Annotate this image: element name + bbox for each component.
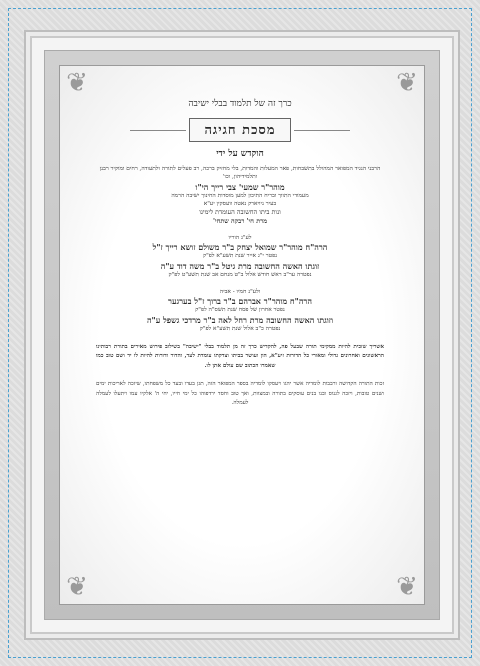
corner-ornament-icon: ❦: [396, 68, 418, 98]
dedicated-by: הוקדש על ידי: [216, 149, 264, 160]
memorial2-label: ולע"נ חמיו - אביה: [219, 288, 261, 295]
corner-ornament-icon: ❦: [396, 572, 418, 602]
donor-wife: מרת חי' רבקה שתחי': [212, 216, 268, 225]
donor-line-4: ונות ביתו החשובה העומדת לימינו: [199, 208, 281, 217]
header-line: כרך זה של תלמוד בבלי ישיבה: [188, 99, 292, 109]
dedication-text: [96, 98, 384, 409]
memorial2-mother-date: נפטרה כ"ב אלול שנת תשע"א לפ"ק: [199, 325, 281, 332]
memorial2-father-date: נפטר אחרון של פסח שנת תשס"ה לפ"ק: [195, 307, 285, 314]
memorial1-father: הרה"ח מוהר"ר שמואל יצחק ב"ר משולם זושא רייך ז"ל: [152, 242, 328, 253]
tractate-title: מסכת חגיגה: [189, 118, 290, 142]
blessing-paragraph-1: אשריך שזכית להיות ממקימי תורה שבעל פה, להקדיש כרך זה מן תלמוד בבלי "ישיבה" בשילוב פירוש מאירים בתורת רבותינו הראשונים ואחרונים גדולי ומאורי כל הדורות זיע"א, הון ועושר בביתו וצדקתו עומדת לעד, והדור ודורות להיות לו יד ושם טוב כמו שאמרו הכתוב שם עולם אתן לו.: [96, 343, 384, 369]
memorial1-label: לע"נ הוריו: [228, 234, 252, 241]
memorial2-mother: וזוגתו האשה החשובה מרת רחל לאה ב"ר מרדכי גשפל ע"ה: [146, 315, 334, 326]
memorial1-mother: זוגתו האשה החשובה מרת גיטל ב"ר משה דוד ע"ה: [160, 261, 320, 272]
donor-name: מוהר"ר שמעי' צבי רייך הי"ו: [195, 181, 285, 192]
memorial1-mother-date: נפטרה ער"ב ראש חודש אלול ב"ט מנחם אב שנת תשע"ט לפ"ק: [168, 271, 312, 278]
corner-ornament-icon: ❦: [66, 572, 88, 602]
memorial1-father-date: נפטר י"ג אייר שנת תשע"א לפ"ק: [202, 253, 278, 260]
corner-ornament-icon: ❦: [66, 68, 88, 98]
donor-line-3: בעיר ניויארק נאטה וועסקין יע"א: [203, 200, 277, 207]
donor-line-2: מעמודי התווך ובריח התיכון למען מוסדות החינוך ישיבה הרמה: [171, 192, 309, 199]
memorial2-father: הרה"ח מוהר"ר אברהם ב"ר ברוך ז"ל בערגער: [168, 296, 312, 307]
donor-intro: הרבני הנגיד המפואר המהולל בתשבחות, פאר המעלות והמדות, בלי מחזיק ברכה, רב פעלים לתורה ולתעודה, רחים ומוקיר רבנן ותלמידיהון, וכו': [99, 166, 381, 181]
blessing-paragraph-2: זכות התורה הקדושה ורבבות לומדיה אשר יהגו ויעסקו לומדיה בספר המפואר הזה, תגן בעדו ובעד כל משפחתו, שיזכה לאריכות ימים ושנים טובות, ויזכה לגנוס ובנו בנים עוסקים בתורה ובמצוות, ואך טוב וחסד ירדפוהו כל ימי חייו, יחי ה' אלקיו עמו ויתעלו לעמלה לעמלה.: [96, 381, 384, 407]
